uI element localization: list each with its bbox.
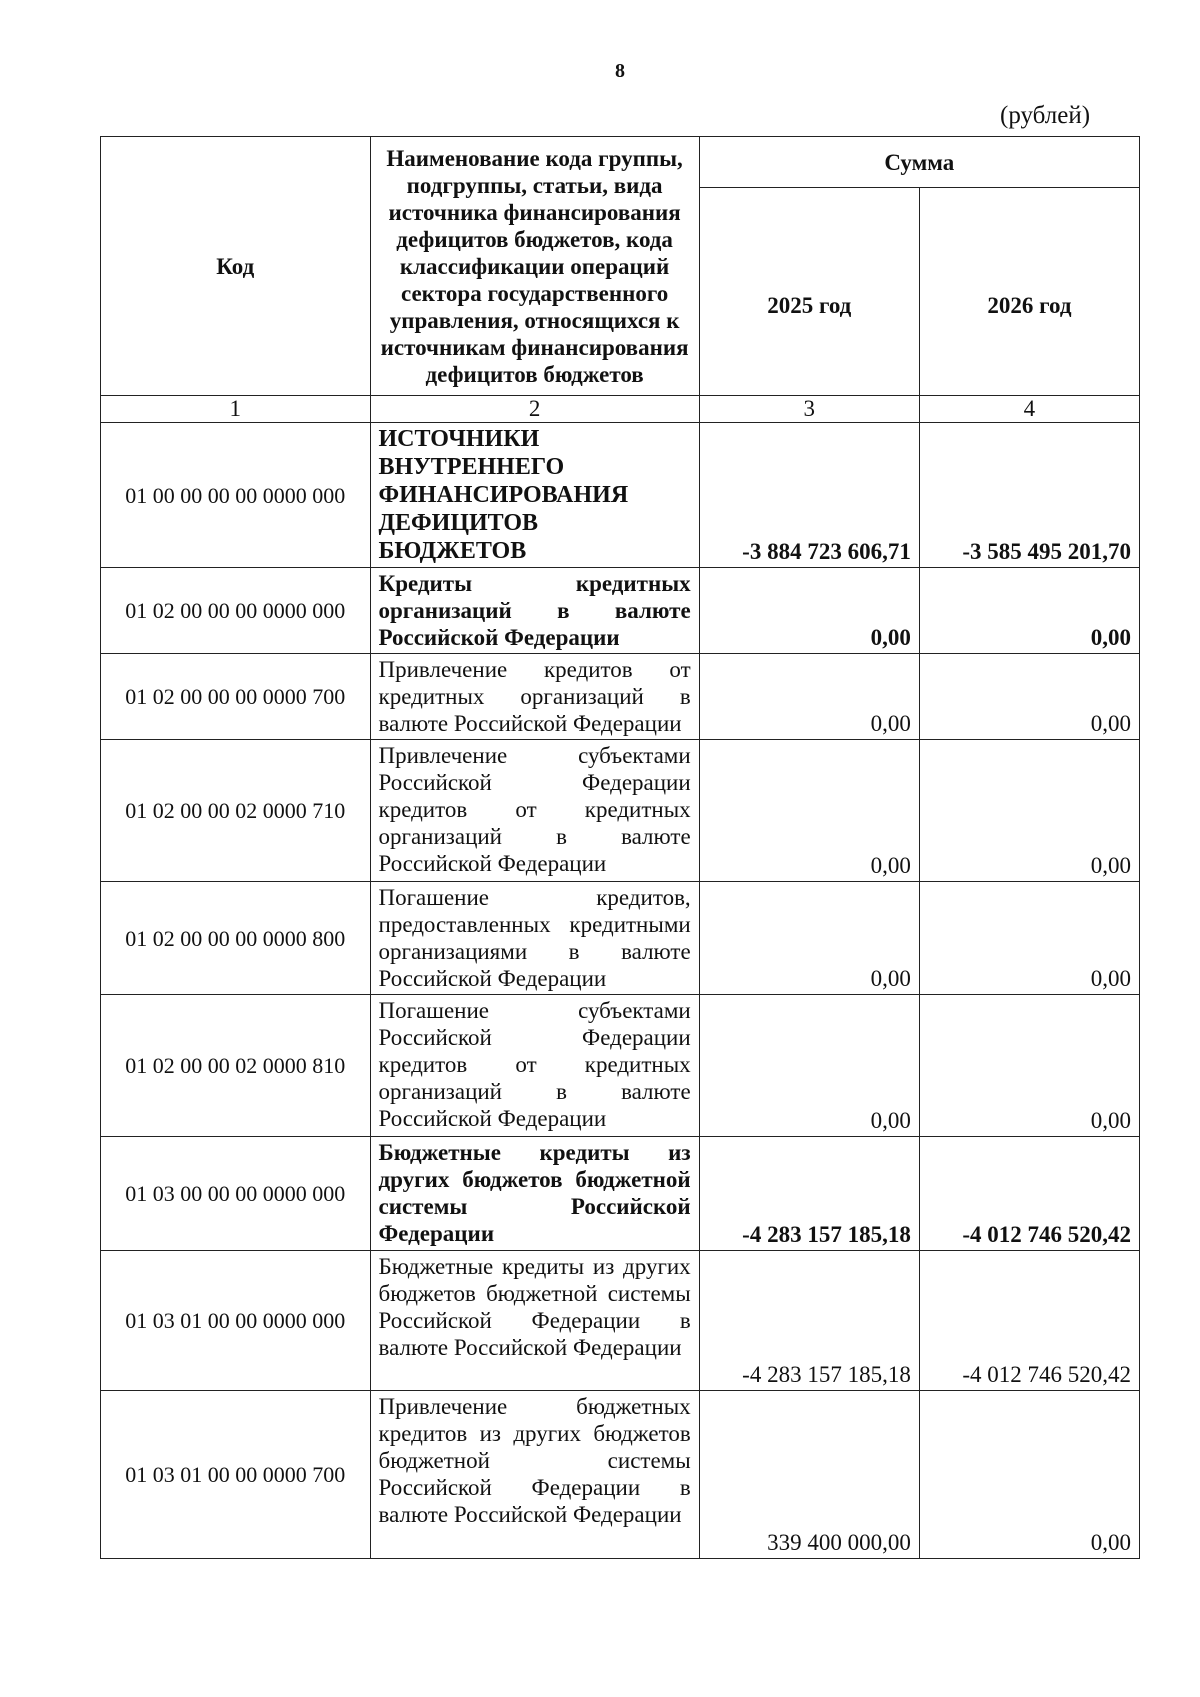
table-row — [101, 1137, 1140, 1251]
financing-sources-table — [100, 136, 1140, 1559]
column-number: 4 — [919, 396, 1139, 423]
row-name: Бюджетные кредиты из других бюджетов бюджетной системы Российской Федерации в валюте Российской Федерации — [370, 1251, 699, 1391]
row-amount-2025: 339 400 000,00 — [699, 1391, 919, 1559]
column-number: 2 — [370, 396, 699, 423]
column-number-row — [101, 396, 1140, 423]
table-row — [101, 1391, 1140, 1559]
table-row — [101, 568, 1140, 654]
table-row — [101, 882, 1140, 995]
row-amount-2025: 0,00 — [699, 654, 919, 740]
row-name: Привлечение субъектами Российской Федерации кредитов от кредитных организаций в валюте Российской Федерации — [370, 740, 699, 882]
row-code: 01 00 00 00 00 0000 000 — [101, 423, 371, 568]
page-number: 8 — [615, 60, 625, 82]
header-year-2025: 2025 год — [699, 188, 919, 396]
row-code: 01 02 00 00 00 0000 000 — [101, 568, 371, 654]
row-amount-2026: 0,00 — [919, 740, 1139, 882]
column-number: 3 — [699, 396, 919, 423]
header-sum: Сумма — [699, 137, 1139, 188]
row-code: 01 03 00 00 00 0000 000 — [101, 1137, 371, 1251]
row-code: 01 02 00 00 00 0000 800 — [101, 882, 371, 995]
row-amount-2026: -3 585 495 201,70 — [919, 423, 1139, 568]
table-row — [101, 423, 1140, 568]
row-amount-2025: 0,00 — [699, 740, 919, 882]
row-code: 01 02 00 00 02 0000 710 — [101, 740, 371, 882]
row-amount-2026: 0,00 — [919, 995, 1139, 1137]
units-label: (рублей) — [1000, 102, 1091, 129]
header-year-2026: 2026 год — [919, 188, 1139, 396]
row-amount-2026: -4 012 746 520,42 — [919, 1137, 1139, 1251]
row-amount-2026: -4 012 746 520,42 — [919, 1251, 1139, 1391]
header-name: Наименование кода группы, подгруппы, статьи, вида источника финансирования дефицитов бюджетов, кода классификации операций сектора государственного управления, относящихся к источникам финансирования дефицитов бюджетов — [370, 137, 699, 396]
table-row — [101, 654, 1140, 740]
row-amount-2025: 0,00 — [699, 568, 919, 654]
row-code: 01 02 00 00 02 0000 810 — [101, 995, 371, 1137]
row-name: Погашение субъектами Российской Федерации кредитов от кредитных организаций в валюте Российской Федерации — [370, 995, 699, 1137]
header-code: Код — [101, 137, 371, 396]
column-number: 1 — [101, 396, 371, 423]
row-name: Кредиты кредитных организаций в валюте Российской Федерации — [370, 568, 699, 654]
table-row — [101, 740, 1140, 882]
row-name: Бюджетные кредиты из других бюджетов бюджетной системы Российской Федерации — [370, 1137, 699, 1251]
table-row — [101, 1251, 1140, 1391]
row-amount-2026: 0,00 — [919, 1391, 1139, 1559]
row-code: 01 03 01 00 00 0000 700 — [101, 1391, 371, 1559]
row-amount-2025: 0,00 — [699, 882, 919, 995]
row-amount-2026: 0,00 — [919, 882, 1139, 995]
row-name: Погашение кредитов, предоставленных кредитными организациями в валюте Российской Федерации — [370, 882, 699, 995]
row-amount-2026: 0,00 — [919, 654, 1139, 740]
table-row — [101, 995, 1140, 1137]
row-amount-2025: 0,00 — [699, 995, 919, 1137]
row-amount-2026: 0,00 — [919, 568, 1139, 654]
row-amount-2025: -3 884 723 606,71 — [699, 423, 919, 568]
row-code: 01 02 00 00 00 0000 700 — [101, 654, 371, 740]
row-code: 01 03 01 00 00 0000 000 — [101, 1251, 371, 1391]
row-name: Привлечение бюджетных кредитов из других бюджетов бюджетной системы Российской Федерации в валюте Российской Федерации — [370, 1391, 699, 1559]
row-name: Привлечение кредитов от кредитных организаций в валюте Российской Федерации — [370, 654, 699, 740]
row-amount-2025: -4 283 157 185,18 — [699, 1137, 919, 1251]
row-name: ИСТОЧНИКИ ВНУТРЕННЕГО ФИНАНСИРОВАНИЯ ДЕФИЦИТОВ БЮДЖЕТОВ — [370, 423, 699, 568]
row-amount-2025: -4 283 157 185,18 — [699, 1251, 919, 1391]
